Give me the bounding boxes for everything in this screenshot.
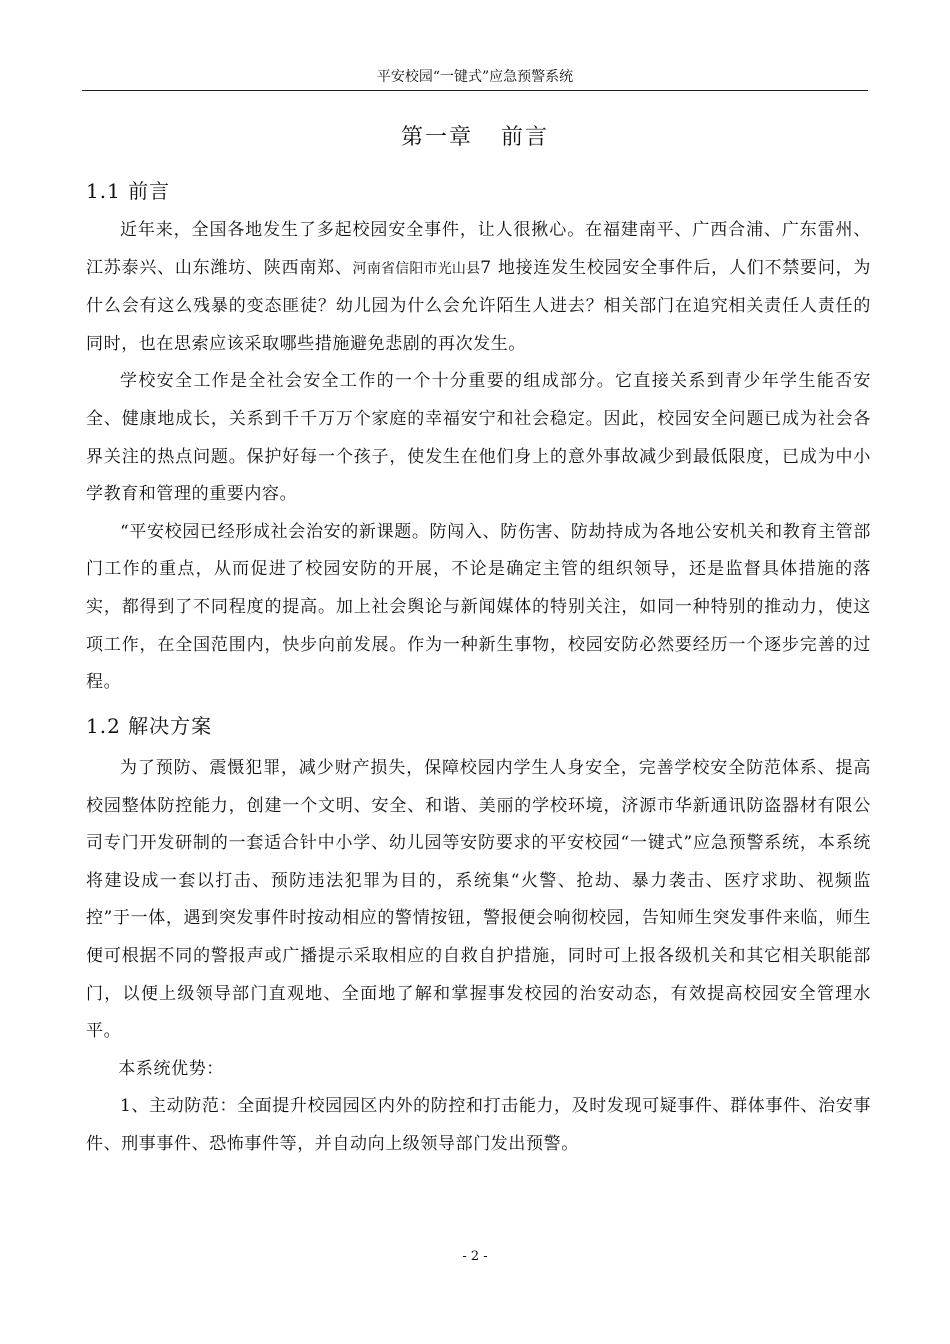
paragraph-text: 7 地接连发生校园安全事件后，人们不禁要问，为什么会有这么残暴的变态匪徒？幼儿园为什么会允许陌生人进去？相关部门在追究相关责任人责任的同时，也在思索应该采取哪些措施避免悲剧的再次发生。 — [86, 257, 871, 354]
paragraph — [86, 212, 871, 363]
paragraph-text-small: 河南省信阳市光山县 — [352, 260, 481, 277]
paragraph: 为了预防、震慑犯罪，减少财产损失，保障校园内学生人身安全，完善学校安全防范体系、提高校园整体防控能力，创建一个文明、安全、和谐、美丽的学校环境，济源市华新通讯防盗器材有限公司专门开发研制的一套适合针中小学、幼儿园等安防要求的平安校园“一键式”应急预警系统，本系统将建设成一套以打击、预防违法犯罪为目的，系统集“火警、抢劫、暴力袭击、医疗求助、视频监控”于一体，遇到突发事件时按动相应的警情按钮，警报便会响彻校园，告知师生突发事件来临，师生便可根据不同的警报声或广播提示采取相应的自救自护措施，同时可上报各级机关和其它相关职能部门，以便上级领导部门直观地、全面地了解和掌握事发校园的治安动态，有效提高校园安全管理水平。 — [86, 758, 871, 1042]
section-heading-1-2: 1.2 解决方案 — [86, 714, 213, 738]
paragraph: “平安校园已经形成社会治安的新课题。防闯入、防伤害、防劫持成为各地公安机关和教育主管部门工作的重点，从而促进了校园安防的开展，不论是确定主管的组织领导，还是监督具体措施的落实，都得到了不同程度的提高。加上社会舆论与新闻媒体的特别关注，如同一种特别的推动力，使这项工作，在全国范围内，快步向前发展。作为一种新生事物，校园安防必然要经历一个逐步完善的过程。 — [86, 521, 871, 693]
chapter-name: 前言 — [501, 125, 550, 150]
section-1-1-body — [86, 212, 871, 702]
running-header-title: 平安校园“一键式”应急预警系统 — [376, 69, 574, 85]
paragraph: 1、主动防范：全面提升校园园区内外的防控和打击能力，及时发现可疑事件、群体事件、治安事件、刑事事件、恐怖事件等，并自动向上级领导部门发出预警。 — [86, 1096, 871, 1154]
section-1-2-body — [86, 750, 871, 1164]
page-number: - 2 - — [462, 1249, 488, 1264]
paragraph: 学校安全工作是全社会安全工作的一个十分重要的组成部分。它直接关系到青少年学生能否安全、健康地成长，关系到千千万万个家庭的幸福安宁和社会稳定。因此，校园安全问题已成为社会各界关注的热点问题。保护好每一个孩子，使发生在他们身上的意外事故减少到最低限度，已成为中小学教育和管理的重要内容。 — [86, 371, 871, 505]
running-header — [82, 66, 868, 91]
section-heading-1-1: 1.1 前言 — [86, 179, 171, 203]
paragraph-text: 近年来，全国各地发生了多起校园安全事件，让人很揪心。在福建南平、广西合浦、广东雷州、江苏泰兴、山东潍坊、陕西南郑、 — [86, 220, 871, 278]
chapter-title — [0, 120, 950, 151]
chapter-number: 第一章 — [400, 125, 473, 150]
paragraph: 本系统优势： — [118, 1058, 224, 1079]
